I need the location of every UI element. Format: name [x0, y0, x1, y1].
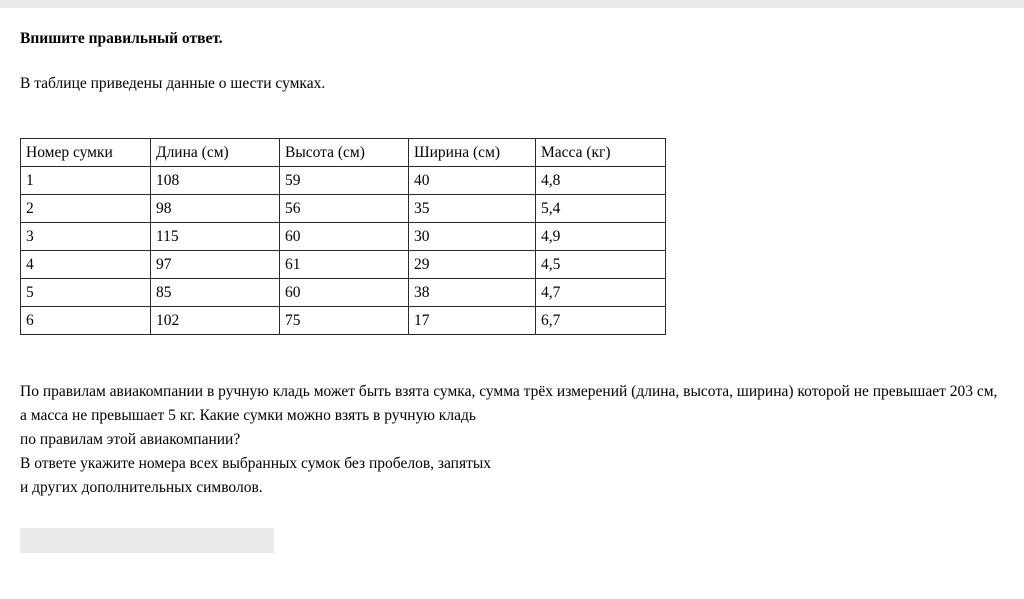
table-cell: 98 [151, 195, 280, 223]
table-cell: 38 [409, 279, 536, 307]
task-line-4: В ответе укажите номера всех выбранных сумок без пробелов, запятых [20, 455, 492, 473]
task-line-1: По правилам авиакомпании в ручную кладь может быть взята сумка, сумма трёх измерений (длина, высота, ширина) которой не превышает 203 см, [20, 383, 998, 401]
table-cell: 5,4 [536, 195, 666, 223]
table-cell: 29 [409, 251, 536, 279]
table-cell: 17 [409, 307, 536, 335]
table-row [21, 279, 666, 307]
table-cell: 56 [280, 195, 409, 223]
table-cell: 4,5 [536, 251, 666, 279]
table-cell: 108 [151, 167, 280, 195]
table-header-cell: Масса (кг) [536, 139, 666, 167]
table-cell: 59 [280, 167, 409, 195]
table-cell: 40 [409, 167, 536, 195]
table-header-cell: Высота (см) [280, 139, 409, 167]
document-page [0, 30, 1024, 553]
table-cell: 4,7 [536, 279, 666, 307]
table-row [21, 307, 666, 335]
table-header-cell: Длина (см) [151, 139, 280, 167]
page-title: Впишите правильный ответ. [20, 30, 223, 47]
table-row [21, 251, 666, 279]
table-cell: 3 [21, 223, 151, 251]
table-header-cell: Номер сумки [21, 139, 151, 167]
table-cell: 4,9 [536, 223, 666, 251]
table-cell: 60 [280, 223, 409, 251]
table-cell: 75 [280, 307, 409, 335]
task-line-3: по правилам этой авиакомпании? [20, 431, 241, 449]
table-cell: 30 [409, 223, 536, 251]
table-cell: 4,8 [536, 167, 666, 195]
table-row [21, 167, 666, 195]
table-cell: 102 [151, 307, 280, 335]
intro-text: В таблице приведены данные о шести сумках. [20, 74, 326, 92]
task-line-5: и других дополнительных символов. [20, 479, 263, 497]
table-cell: 115 [151, 223, 280, 251]
bags-table [20, 138, 666, 335]
table-header-cell: Ширина (см) [409, 139, 536, 167]
table-cell: 6,7 [536, 307, 666, 335]
table-cell: 35 [409, 195, 536, 223]
table-cell: 97 [151, 251, 280, 279]
task-line-2: а масса не превышает 5 кг. Какие сумки можно взять в ручную кладь [20, 407, 476, 425]
table-cell: 6 [21, 307, 151, 335]
table-cell: 85 [151, 279, 280, 307]
table-cell: 5 [21, 279, 151, 307]
table-cell: 61 [280, 251, 409, 279]
table-header-row [21, 139, 666, 167]
answer-input[interactable] [20, 528, 274, 553]
table-cell: 2 [21, 195, 151, 223]
table-row [21, 195, 666, 223]
top-strip [0, 0, 1024, 8]
task-text [20, 380, 1002, 500]
table-cell: 4 [21, 251, 151, 279]
table-cell: 60 [280, 279, 409, 307]
table-row [21, 223, 666, 251]
table-cell: 1 [21, 167, 151, 195]
